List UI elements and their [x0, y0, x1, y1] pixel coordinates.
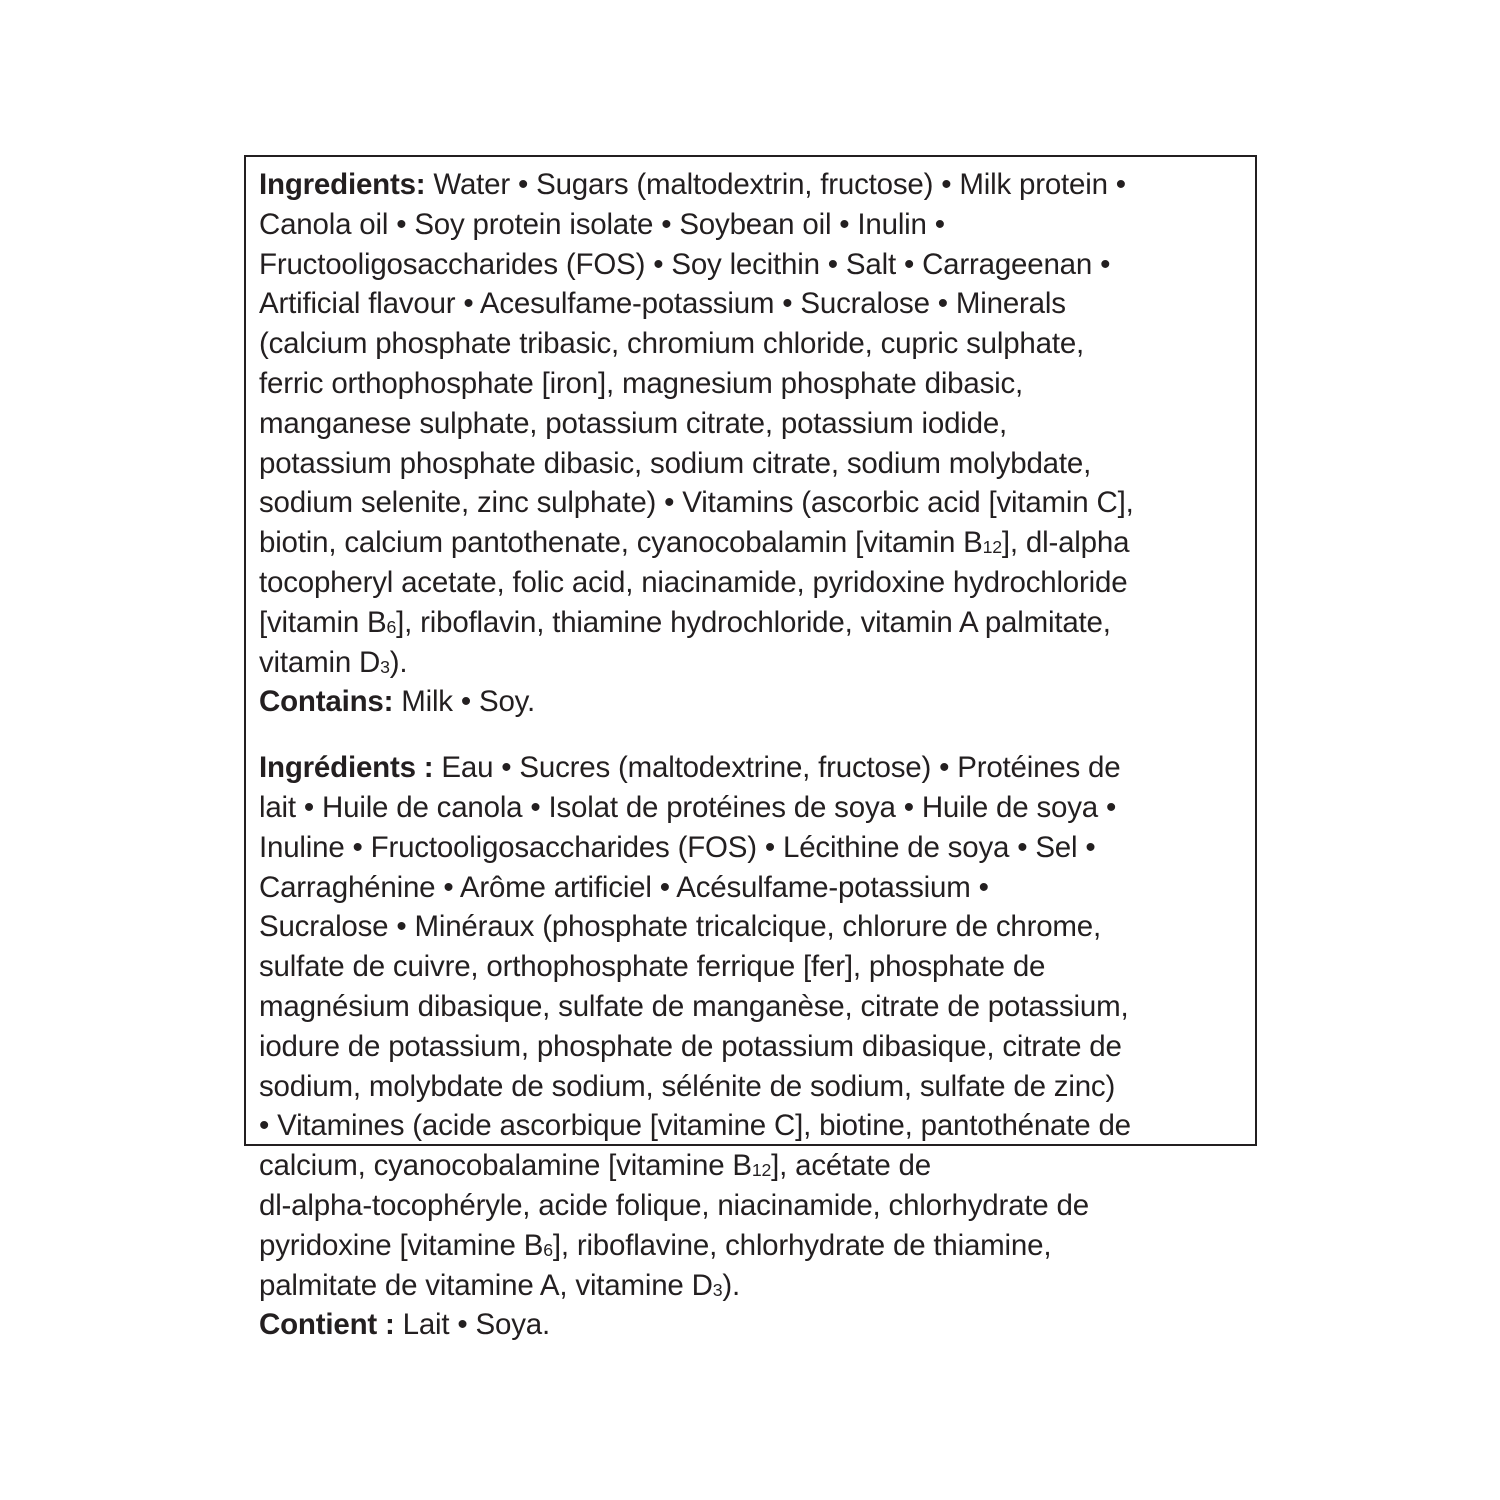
subscript: 6 — [543, 1239, 553, 1260]
english-ingredients-block — [259, 165, 1245, 722]
text-line: (calcium phosphate tribasic, chromium chloride, cupric sulphate, — [259, 327, 1085, 361]
text-line — [259, 523, 1245, 563]
text-line: sodium selenite, zinc sulphate) • Vitamins (ascorbic acid [vitamin C], — [259, 486, 1134, 520]
text-line: dl-alpha-tocophéryle, acide folique, niacinamide, chlorhydrate de — [259, 1188, 1089, 1222]
text-line — [259, 165, 1245, 205]
subscript: 3 — [712, 1279, 723, 1300]
contains-text-fr: Lait • Soya. — [394, 1308, 550, 1342]
text-line: Canola oil • Soy protein isolate • Soybean oil • Inulin • — [259, 207, 945, 241]
text-line: Carraghénine • Arôme artificiel • Acésulfame-potassium • — [259, 870, 989, 904]
french-ingredients-block — [259, 748, 1245, 1345]
line-segment: [vitamin B — [259, 605, 387, 639]
line-segment: ], riboflavin, thiamine hydrochloride, vitamin A palmitate, — [396, 605, 1111, 639]
contains-heading-en: Contains: — [259, 685, 394, 719]
text-line: magnésium dibasique, sulfate de manganèse, citrate de potassium, — [259, 989, 1129, 1023]
contains-heading-fr: Contient : — [259, 1308, 395, 1342]
text-line: lait • Huile de canola • Isolat de protéines de soya • Huile de soya • — [259, 790, 1117, 824]
text-line: Fructooligosaccharides (FOS) • Soy lecithin • Salt • Carrageenan • — [259, 247, 1111, 281]
line-segment: ). — [389, 645, 408, 679]
text-line — [259, 748, 1245, 788]
line-segment: calcium, cyanocobalamine [vitamine B — [259, 1149, 752, 1183]
ingredients-heading-fr: Ingrédients : — [259, 751, 434, 785]
text-line: manganese sulphate, potassium citrate, potassium iodide, — [259, 406, 1008, 440]
text-line: Inuline • Fructooligosaccharides (FOS) • Lécithine de soya • Sel • — [259, 830, 1096, 864]
text-line: Artificial flavour • Acesulfame-potassium • Sucralose • Minerals — [259, 287, 1066, 321]
ingredients-text-fr: Eau • Sucres (maltodextrine, fructose) • Protéines de — [433, 751, 1121, 785]
line-segment: vitamin D — [259, 645, 381, 679]
line-segment: palmitate de vitamine A, vitamine D — [259, 1268, 713, 1302]
ingredients-heading-en: Ingredients: — [259, 168, 426, 201]
text-line: iodure de potassium, phosphate de potassium dibasique, citrate de — [259, 1029, 1122, 1063]
line-segment: ], acétate de — [771, 1149, 931, 1183]
ingredient-label-panel — [244, 155, 1257, 1342]
subscript: 3 — [380, 656, 390, 677]
contains-text-en: Milk • Soy. — [393, 685, 536, 719]
text-line: ferric orthophosphate [iron], magnesium phosphate dibasic, — [259, 366, 1024, 400]
subscript: 12 — [982, 537, 1002, 558]
text-line — [259, 1146, 1245, 1186]
text-line: potassium phosphate dibasic, sodium citrate, sodium molybdate, — [259, 446, 1092, 480]
subscript: 12 — [751, 1160, 772, 1180]
line-segment: ], riboflavine, chlorhydrate de thiamine, — [552, 1228, 1052, 1262]
subscript: 6 — [386, 616, 397, 637]
line-segment: biotin, calcium pantothenate, cyanocobalamin [vitamin B — [259, 526, 983, 560]
text-line — [259, 1266, 1245, 1306]
text-line — [259, 643, 1245, 683]
text-line — [259, 1226, 1245, 1266]
text-line: tocopheryl acetate, folic acid, niacinamide, pyridoxine hydrochloride — [259, 565, 1128, 599]
contains-line-en — [259, 682, 1245, 722]
text-line: sulfate de cuivre, orthophosphate ferrique [fer], phosphate de — [259, 950, 1046, 984]
line-segment: ). — [722, 1268, 741, 1302]
line-segment: pyridoxine [vitamine B — [259, 1228, 544, 1262]
text-line: sodium, molybdate de sodium, sélénite de sodium, sulfate de zinc) — [259, 1069, 1116, 1103]
text-line: Sucralose • Minéraux (phosphate tricalcique, chlorure de chrome, — [259, 910, 1101, 944]
text-line: • Vitamines (acide ascorbique [vitamine C], biotine, pantothénate de — [259, 1109, 1131, 1143]
text-line — [259, 603, 1245, 643]
line-segment: ], dl-alpha — [1001, 526, 1130, 560]
contains-line-fr — [259, 1305, 1245, 1345]
ingredients-text-en: Water • Sugars (maltodextrin, fructose) • Milk protein • — [425, 168, 1126, 201]
